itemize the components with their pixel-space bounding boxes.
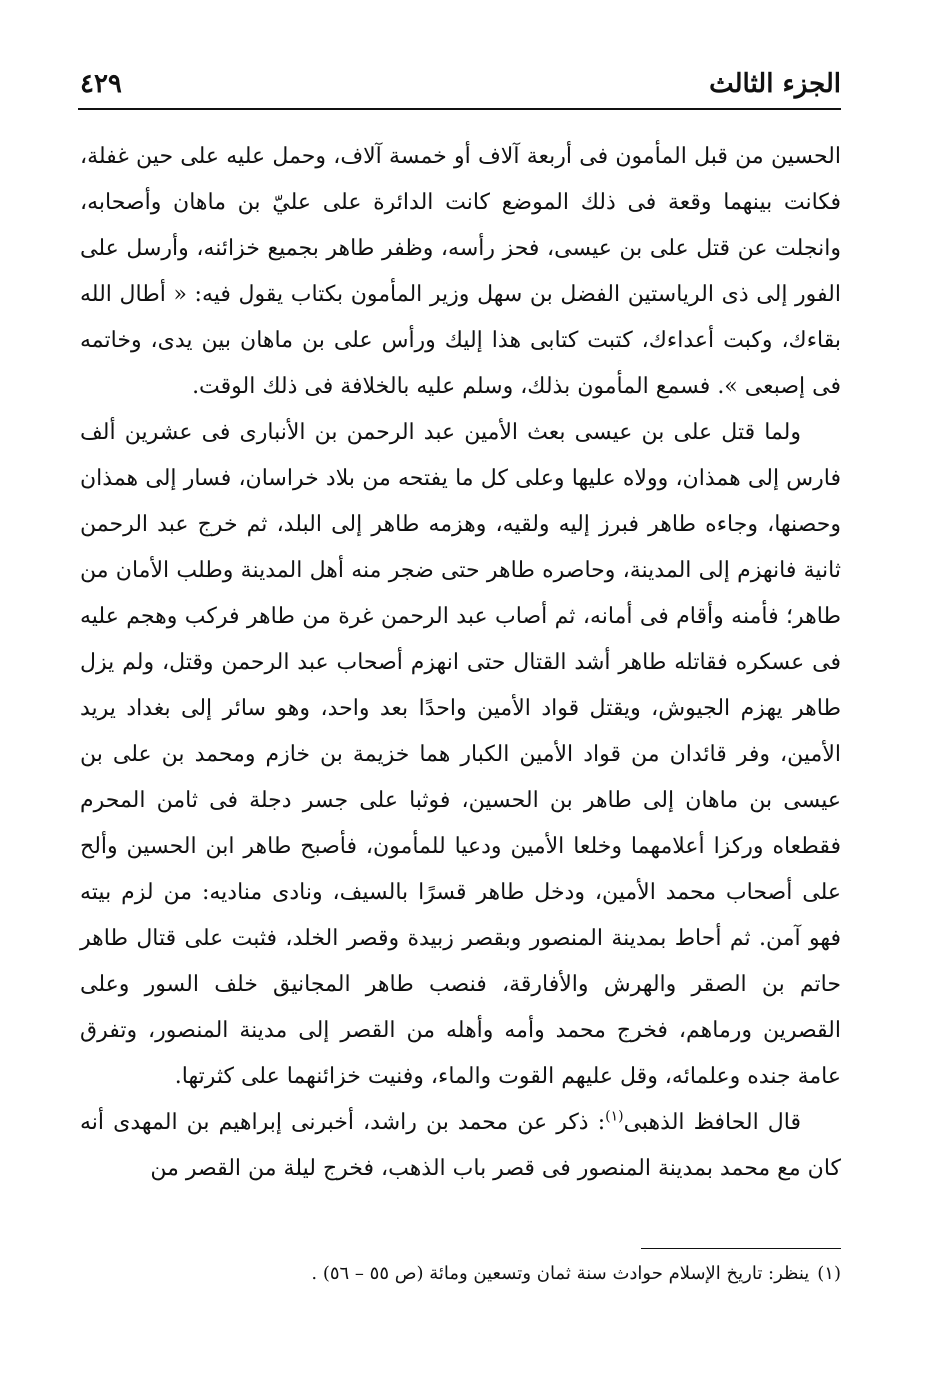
footnote-rule: [641, 1248, 841, 1249]
header-rule: [78, 108, 841, 110]
paragraph-3-lead: قال الحافظ الذهبى: [623, 1110, 802, 1135]
footnote-marker: (١): [605, 1108, 624, 1125]
footnote-text: ينظر: تاريخ الإسلام حوادث سنة ثمان وتسعين ومائة (ص ٥٥ – ٥٦) .: [311, 1263, 810, 1284]
footnote-number: (١): [817, 1263, 841, 1284]
footnote: [80, 1256, 841, 1292]
body-text: [80, 134, 841, 1192]
paragraph-3-rest: : ذكر عن محمد بن راشد، أخبرنى إبراهيم بن المهدى أنه كان مع محمد بمدينة المنصور فى قصر باب الذهب، فخرج ليلة من القصر من: [80, 1110, 841, 1181]
paragraph-2: ولما قتل على بن عيسى بعث الأمين عبد الرحمن بن الأنبارى فى عشرين ألف فارس إلى همذان، وولاه عليها وعلى كل ما يفتحه من بلاد خراسان، فسار إلى همذان وحصنها، وجاءه طاهر فبرز إليه ولقيه، وهزمه طاهر إلى البلد، ثم خرج عبد الرحمن ثانية فانهزم إلى المدينة، وحاصره طاهر حتى ضجر منه أهل المدينة وطلب الأمان من طاهر؛ فأمنه وأقام فى أمانه، ثم أصاب عبد الرحمن غرة من طاهر فركب وهجم عليه فى عسكره فقاتله طاهر أشد القتال حتى انهزم أصحاب عبد الرحمن وقتل، ولم يزل طاهر يهزم الجيوش، ويقتل قواد الأمين واحدًا بعد واحد، وهو سائر إلى بغداد يريد الأمين، وفر قائدان من قواد الأمين الكبار هما خزيمة بن خازم ومحمد بن على بن عيسى بن ماهان إلى طاهر بن الحسين، فوثبا على جسر دجلة فى ثامن المحرم فقطعاه وركزا أعلامهما وخلعا الأمين ودعيا للمأمون، فأصبح طاهر ابن الحسين وألح على أصحاب محمد الأمين، ودخل طاهر قسرًا بالسيف، ونادى مناديه: من لزم بيته فهو آمن. ثم أحاط بمدينة المنصور وبقصر زبيدة وقصر الخلد، فثبت على قتال طاهر حاتم بن الصقر والهرش والأفارقة، فنصب طاهر المجانيق خلف السور وعلى القصرين ورماهم، فخرج محمد وأمه وأهله من القصر إلى مدينة المنصور، وتفرق عامة جنده وعلمائه، وقل عليهم القوت والماء، وفنيت خزائنهما على كثرتها.: [80, 420, 842, 1089]
page-header: [80, 62, 841, 106]
running-title: الجزء الثالث: [709, 69, 841, 99]
paragraph-3: [80, 1100, 841, 1192]
page-number: ٤٢٩: [80, 69, 122, 99]
paragraph-1: الحسين من قبل المأمون فى أربعة آلاف أو خمسة آلاف، وحمل عليه على حين غفلة، فكانت بينهما وقعة فى ذلك الموضع كانت الدائرة على عليّ بن ماهان وأصحابه، وانجلت عن قتل على بن عيسى، فحز رأسه، وظفر طاهر بجميع خزائنه، وأرسل على الفور إلى ذى الرياستين الفضل بن سهل وزير المأمون بكتاب يقول فيه: « أطال الله بقاءك، وكبت أعداءك، كتبت كتابى هذا إليك ورأس على بن ماهان بين يدى، وخاتمه فى إصبعى ». فسمع المأمون بذلك، وسلم عليه بالخلافة فى ذلك الوقت.: [80, 144, 841, 399]
